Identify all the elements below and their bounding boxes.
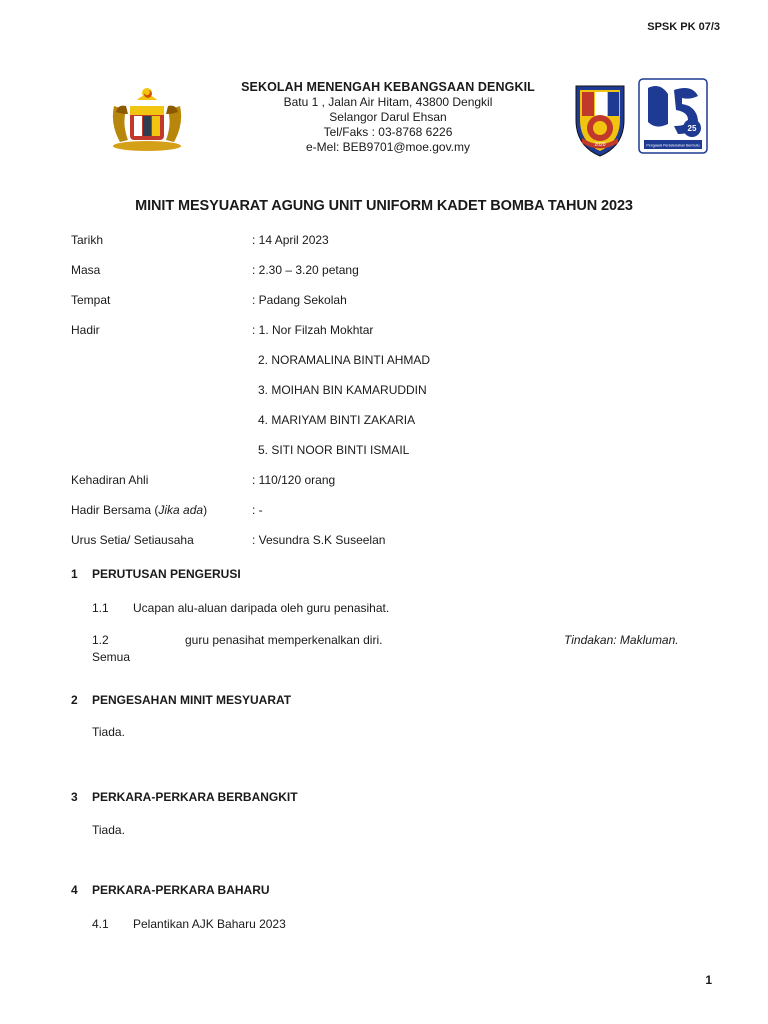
- masa-value: : 2.30 – 3.20 petang: [252, 263, 359, 277]
- letterhead: [0, 80, 768, 160]
- page-number: 1: [705, 973, 712, 987]
- school-name: SEKOLAH MENENGAH KEBANGSAAN DENGKIL: [241, 80, 535, 94]
- item-continuation: Semua: [92, 650, 131, 664]
- section-number: 2: [71, 693, 78, 707]
- urus-setia-value: : Vesundra S.K Suseelan: [252, 533, 386, 547]
- certification-logo-caption: Pengawal Persekolahan Bermutu: [646, 143, 700, 148]
- school-address-line1: Batu 1 , Jalan Air Hitam, 43800 Dengkil: [283, 95, 493, 109]
- item-number: 4.1: [92, 917, 109, 931]
- urus-setia-label: Urus Setia/ Setiausaha: [71, 533, 194, 547]
- item-number: 1.2: [92, 633, 109, 647]
- section-number: 4: [71, 883, 78, 897]
- section-title: PENGESAHAN MINIT MESYUARAT: [92, 693, 292, 707]
- item-text: guru penasihat memperkenalkan diri.: [185, 633, 383, 647]
- hadir-member: 4. MARIYAM BINTI ZAKARIA: [258, 413, 416, 427]
- section-body-2: Tiada.: [92, 725, 125, 739]
- item-action: Tindakan: Makluman.: [564, 633, 679, 647]
- tempat-label: Tempat: [71, 293, 111, 307]
- hadir-label: Hadir: [71, 323, 100, 337]
- school-address-line2: Selangor Darul Ehsan: [329, 110, 447, 124]
- school-email: e-Mel: BEB9701@moe.gov.my: [305, 140, 471, 154]
- hadir-member: 3. MOIHAN BIN KAMARUDDIN: [258, 383, 427, 397]
- tempat-value: : Padang Sekolah: [252, 293, 347, 307]
- tarikh-label: Tarikh: [71, 233, 104, 247]
- section-body-3: Tiada.: [92, 823, 125, 837]
- hadir-member: 2. NORAMALINA BINTI AHMAD: [258, 353, 431, 367]
- item-text: Ucapan alu-aluan daripada oleh guru penasihat.: [133, 601, 390, 615]
- hadir-bersama-value: : -: [252, 503, 263, 517]
- tarikh-value: : 14 April 2023: [252, 233, 329, 247]
- section-number: 3: [71, 790, 78, 804]
- section-title: PERKARA-PERKARA BERBANGKIT: [92, 790, 298, 804]
- school-crest-icon: [568, 80, 632, 158]
- certification-logo-icon: [638, 78, 708, 154]
- section-title: PERKARA-PERKARA BAHARU: [92, 883, 270, 897]
- coat-of-arms-icon: [106, 84, 188, 154]
- hadir-bersama-label: Hadir Bersama (Jika ada): [71, 503, 208, 517]
- kehadiran-value: : 110/120 orang: [252, 473, 336, 487]
- section-number: 1: [71, 567, 78, 581]
- school-info: [200, 80, 576, 155]
- document-code: SPSK PK 07/3: [647, 21, 720, 33]
- kehadiran-label: Kehadiran Ahli: [71, 473, 149, 487]
- document-title: MINIT MESYUARAT AGUNG UNIT UNIFORM KADET BOMBA TAHUN 2023: [135, 198, 633, 214]
- school-crest-year: 2020: [594, 142, 606, 148]
- item-text: Pelantikan AJK Baharu 2023: [133, 917, 286, 931]
- item-number: 1.1: [92, 601, 109, 615]
- masa-label: Masa: [71, 263, 101, 277]
- school-phone: Tel/Faks : 03-8768 6226: [323, 125, 453, 139]
- hadir-member: : 1. Nor Filzah Mokhtar: [252, 323, 374, 337]
- section-title: PERUTUSAN PENGERUSI: [92, 567, 241, 581]
- hadir-member: 5. SITI NOOR BINTI ISMAIL: [258, 443, 410, 457]
- certification-logo-number: 25: [687, 124, 697, 133]
